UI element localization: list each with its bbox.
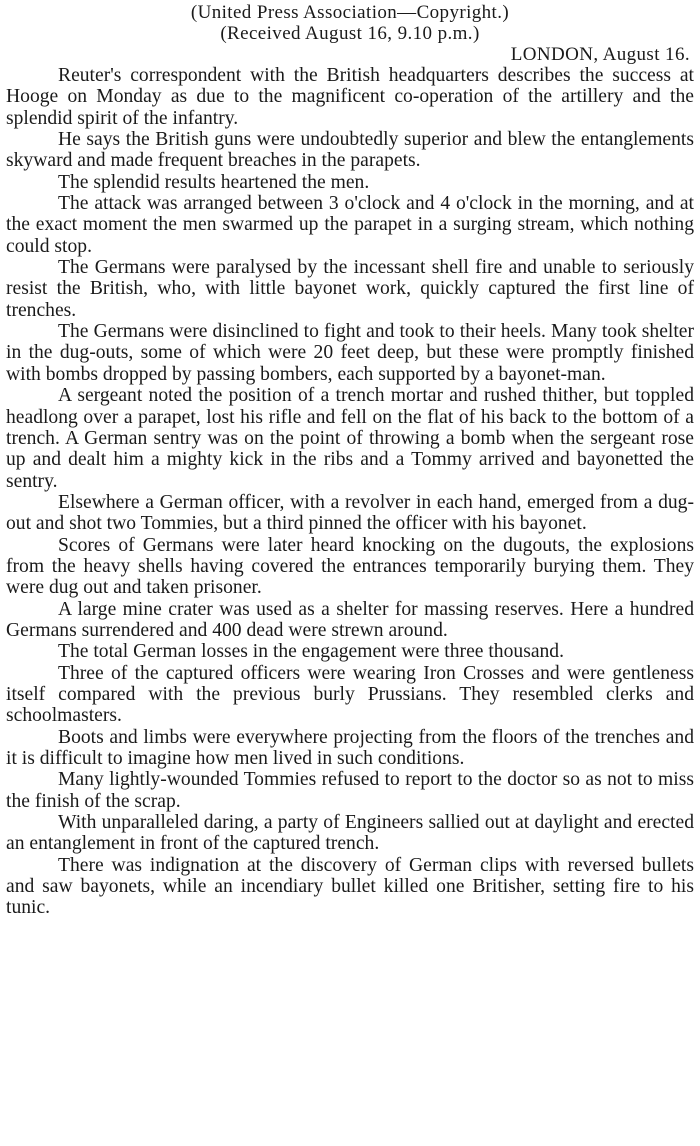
paragraph: He says the British guns were undoubtedly superior and blew the entanglements skyward and made frequent breaches in the parapets. [6,129,694,172]
copyright-line: (United Press Association—Copyright.) [190,2,510,23]
dateline: LONDON, August 16. [510,44,690,65]
paragraph: Elsewhere a German officer, with a revolver in each hand, emerged from a dug-out and shot two Tommies, but a third pinned the officer with his bayonet. [6,491,694,535]
paragraph: The attack was arranged between 3 o'clock and 4 o'clock in the morning, and at the exact moment the men swarmed up the parapet in a surging stream, which nothing could stop. [6,193,694,257]
received-line: (Received August 16, 9.10 p.m.) [220,23,480,44]
paragraph: The total German losses in the engagement were three thousand. [58,641,565,663]
article-body [6,65,694,919]
paragraph: Three of the captured officers were wearing Iron Crosses and were gentleness itself compared with the previous burly Prussians. They resembled clerks and schoolmasters. [6,662,694,727]
paragraph: The Germans were paralysed by the incessant shell fire and unable to seriously resist the British, who, with little bayonet work, quickly captured the first line of trenches. [6,257,694,321]
paragraph: Many lightly-wounded Tommies refused to report to the doctor so as not to miss the finish of the scrap. [6,769,694,812]
paragraph: Scores of Germans were later heard knocking on the dugouts, the explosions from the heavy shells having covered the entrances temporarily burying them. They were dug out and taken prisoner. [6,534,694,599]
paragraph: There was indignation at the discovery of German clips with reversed bullets and saw bayonets, while an incendiary bullet killed one Britisher, setting fire to his tunic. [6,854,694,919]
paragraph: Reuter's correspondent with the British headquarters describes the success at Hooge on Monday as due to the magnificent co-operation of the artillery and the splendid spirit of the infantry. [6,65,694,129]
paragraph: The splendid results heartened the men. [58,171,370,193]
paragraph: With unparalleled daring, a party of Engineers sallied out at daylight and erected an entanglement in front of the captured trench. [6,812,694,855]
paragraph: Boots and limbs were everywhere projecting from the floors of the trenches and it is difficult to imagine how men lived in such conditions. [6,726,694,769]
paragraph: A sergeant noted the position of a trench mortar and rushed thither, but toppled headlong over a parapet, lost his rifle and fell on the flat of his back to the bottom of a trench. A German sentry was on the point of throwing a bomb when the sergeant rose up and dealt him a mighty kick in the ribs and a Tommy arrived and bayonetted the sentry. [6,385,694,492]
paragraph: A large mine crater was used as a shelter for massing reserves. Here a hundred Germans surrendered and 400 dead were strewn around. [6,598,694,641]
paragraph: The Germans were disinclined to fight and took to their heels. Many took shelter in the dug-outs, some of which were 20 feet deep, but these were promptly finished with bombs dropped by passing bombers, each supported by a bayonet-man. [6,321,694,385]
